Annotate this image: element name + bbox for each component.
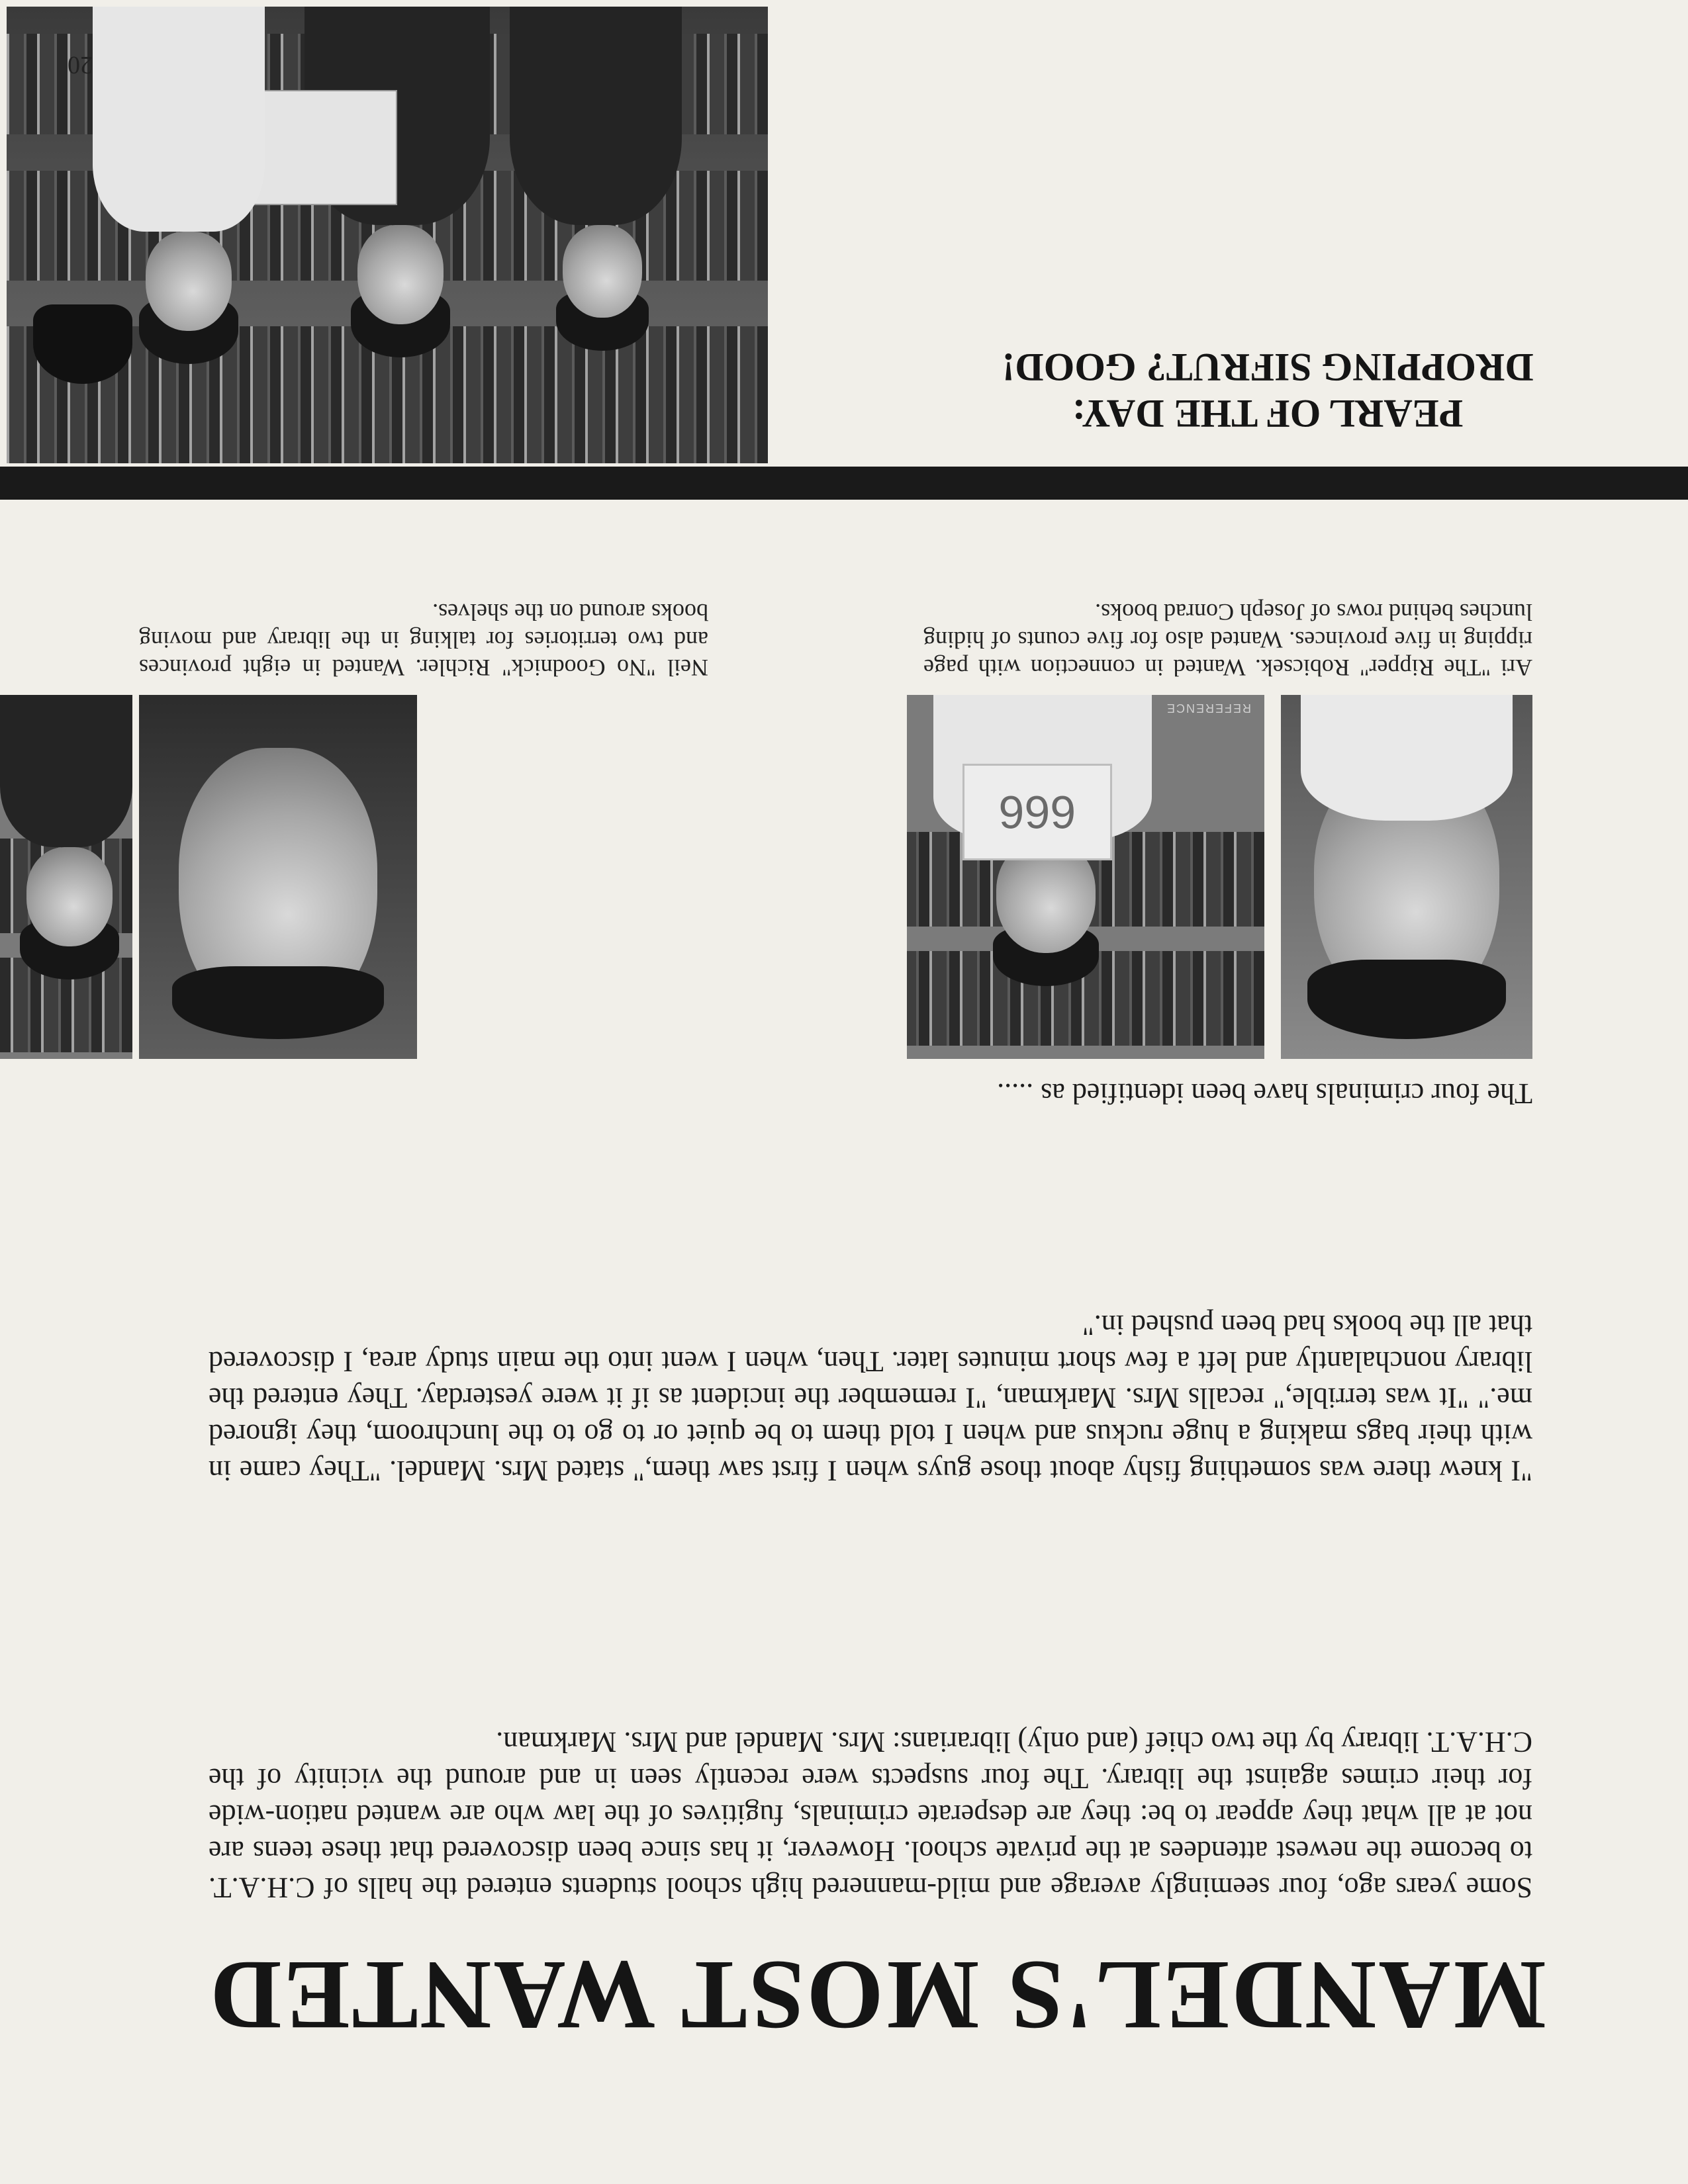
shelf-label: REFERENCE (1165, 702, 1251, 715)
story-paragraph-1: Some years ago, four seemingly average and mild-mannered high school students entered the halls of C.H.A.T. to become the newest attendees at the private school. However, it has since been discovered that these teens are not at all what they appear to be: they are desperate criminals, fugitives of the law who are wanted nation-wide for their crimes against the library. The four suspects were recently seen in and around the vicinity of the C.H.A.T. library by the two chief (and only) librarians: Mrs. Mandel and Mrs. Markman. (209, 1726, 1532, 1904)
ari-face-photo (1281, 695, 1532, 1059)
neil-shelf-photo (0, 695, 132, 1059)
pearl-text: DROPPING SIFRUT? GOOD! (1002, 345, 1534, 389)
cap (33, 304, 132, 384)
ari-sign-photo (907, 695, 1264, 1059)
criminals-intro: The four criminals have been identified as ..... (997, 1077, 1532, 1110)
page-number: 20 (68, 51, 93, 79)
library-group-photo (7, 7, 768, 463)
caption-neil: Neil "No Goodnick" Richler. Wanted in eight provinces and two territories for talking in the library and moving books around on the shelves. (139, 599, 708, 681)
open-book (242, 90, 397, 205)
neil-face-photo (139, 695, 417, 1059)
prisoner-number-sign: 666 (962, 764, 1112, 860)
caption-ari: Ari "The Ripper" Robicsek. Wanted in connection with page ripping in five provinces. Wanted also for five counts of hiding lunches behind rows of Joseph Conrad books. (923, 599, 1532, 681)
story-paragraph-2: "I knew there was something fishy about those guys when I first saw them," stated Mrs. Mandel. "They came in with their bags making a huge ruckus and when I told them to be quiet or to go to the lunchroom, they ignored me." "It was terrible," recalls Mrs. Markman, "I remember the incident as if it were yesterday. They entered the library nonchalantly and left a few short minutes later. Then, when I went into the main study area, I discovered that all the books had been pushed in." (209, 1309, 1532, 1487)
pearl-heading: PEARL OF THE DAY: (1072, 392, 1464, 435)
section-divider (0, 467, 1688, 500)
page-title: MANDEL'S MOST WANTED (208, 1940, 1546, 2050)
pearl-of-the-day (887, 344, 1648, 437)
